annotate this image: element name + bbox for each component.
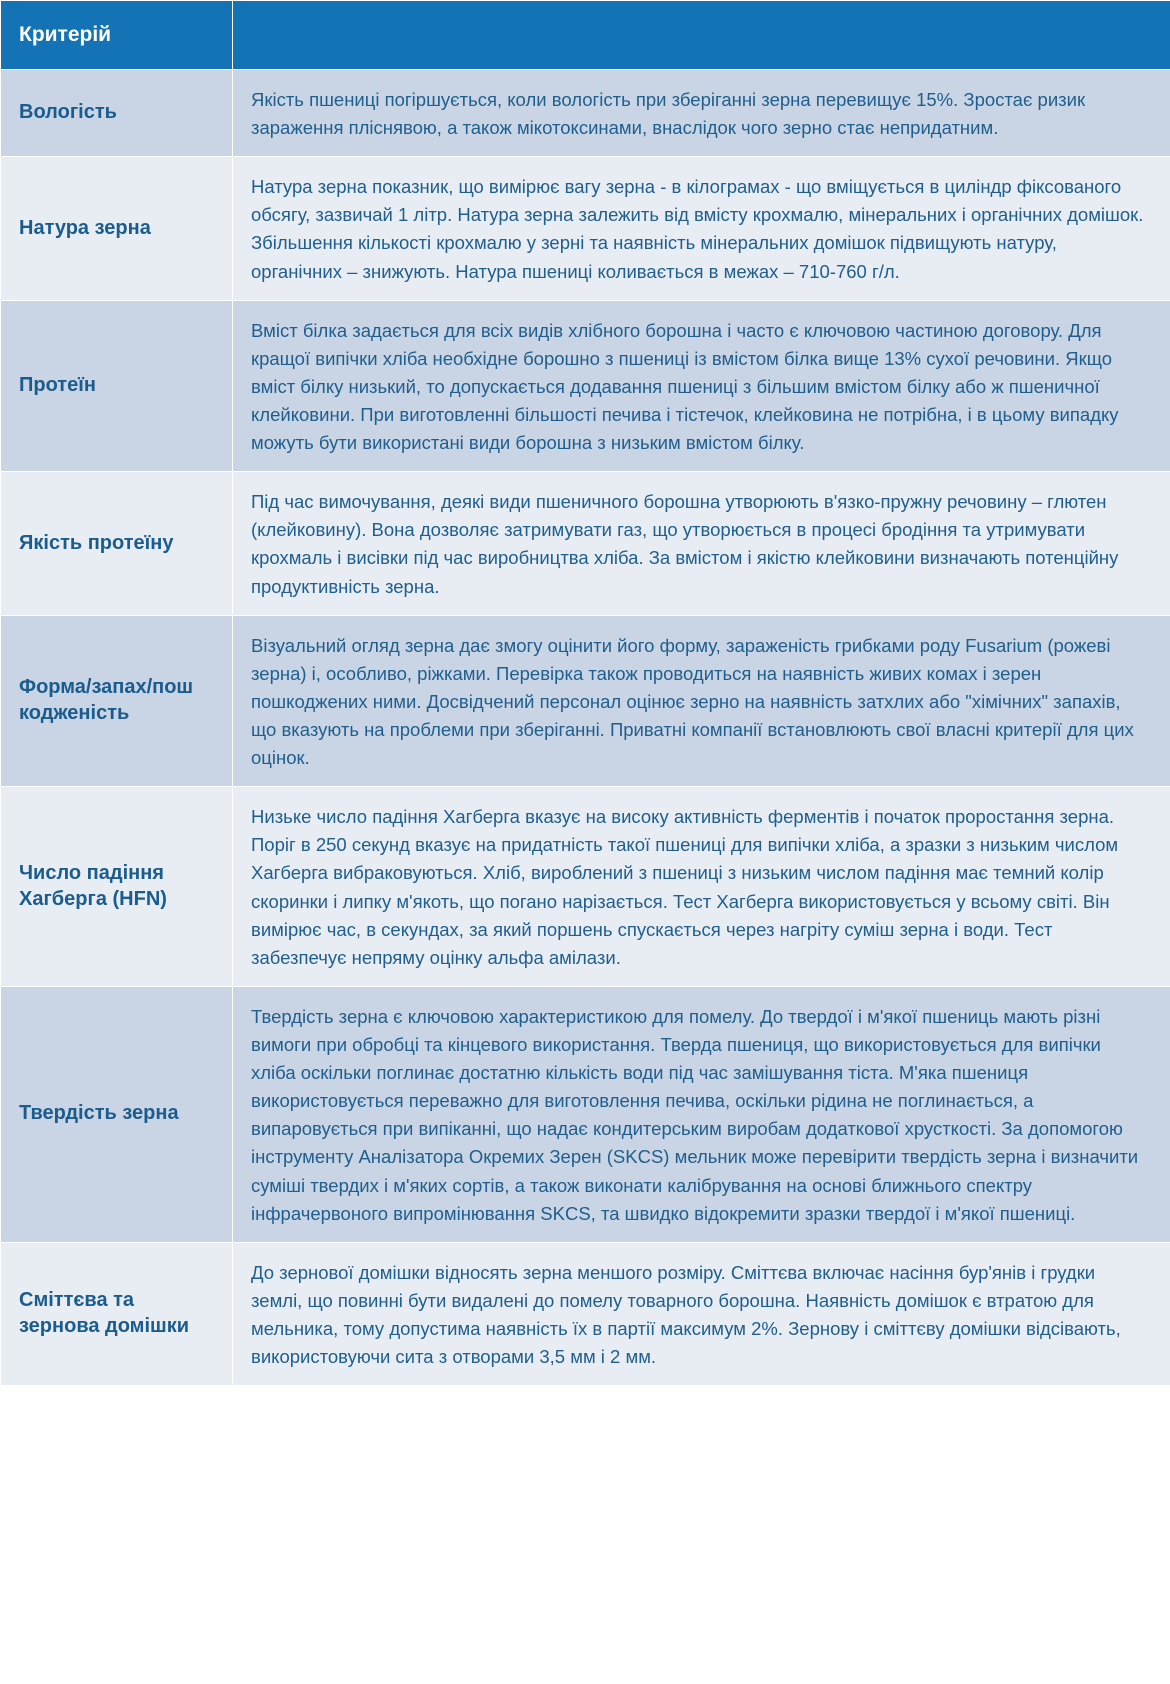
- table-header: [1, 1, 1170, 70]
- table-row: [1, 472, 1170, 615]
- table-row: [1, 1242, 1170, 1385]
- table-body: [1, 70, 1170, 1386]
- column-header-description: [233, 1, 1170, 70]
- row-description-text: Під час вимочування, деякі види пшеничного борошна утворюють в'язко-пружну речовину – глютен (клейковину). Вона дозволяє затримувати газ, що утворюється в процесі бродіння та утримувати крохмаль і висівки під час виробництва хліба. За вмістом і якістю клейковини визначають потенційну продуктивність зерна.: [233, 472, 1170, 615]
- row-description-text: Твердість зерна є ключовою характеристикою для помелу. До твердої і м'якої пшениць мають різні вимоги при обробці та кінцевого використання. Тверда пшениця, що використовується для випічки хліба оскільки поглинає достатню кількість води під час замішування тіста. М'яка пшениця використовується переважно для виготовлення печива, оскільки рідина не поглинається, а випаровується при випіканні, що надає кондитерським виробам додаткової хрусткості. За допомогою інструменту Аналізатора Окремих Зерен (SKCS) мельник може перевірити твердість зерна і визначити суміші твердих і м'яких сортів, а також виконати калібрування на основі ближнього спектру інфрачервоного випромінювання SKCS, та швидко відокремити зразки твердої і м'якої пшениці.: [233, 986, 1170, 1242]
- table-row: [1, 787, 1170, 987]
- column-header-criterion: Критерій: [1, 1, 233, 70]
- row-criterion-label: Вологість: [1, 70, 233, 157]
- row-description-text: Візуальний огляд зерна дає змогу оцінити його форму, зараженість грибками роду Fusarium (рожеві зерна) і, особливо, ріжками. Перевірка також проводиться на наявність живих комах і зерен пошкоджених ними. Досвідчений персонал оцінює зерно на наявність затхлих або "хімічних" запахів, що вказують на проблеми при зберіганні. Приватні компанії встановлюють свої власні критерії для цих оцінок.: [233, 615, 1170, 787]
- row-criterion-label: Натура зерна: [1, 157, 233, 300]
- row-criterion-label: Протеїн: [1, 300, 233, 472]
- row-description-text: Низьке число падіння Хагберга вказує на високу активність ферментів і початок проростання зерна. Поріг в 250 секунд вказує на придатність такої пшениці для випічки хліба, а зразки з низьким числом Хагберга вибраковуються. Хліб, вироблений з пшениці з низьким числом падіння має темний колір скоринки і липку м'якоть, що погано нарізається. Тест Хагберга використовується у всьому світі. Він вимірює час, в секундах, за який поршень спускається через нагріту суміш зерна і води. Тест забезпечує непряму оцінку альфа амілази.: [233, 787, 1170, 987]
- row-criterion-label: Сміттєва та зернова домішки: [1, 1242, 233, 1385]
- row-description-text: Натура зерна показник, що вимірює вагу зерна - в кілограмах - що вміщується в циліндр фіксованого обсягу, зазвичай 1 літр. Натура зерна залежить від вмісту крохмалю, мінеральних і органічних домішок. Збільшення кількості крохмалю у зерні та наявність мінеральних домішок підвищують натуру, органічних – знижують. Натура пшениці коливається в межах – 710-760 г/л.: [233, 157, 1170, 300]
- table-row: [1, 157, 1170, 300]
- row-criterion-label: Форма/запах/пош кодженість: [1, 615, 233, 787]
- table-row: [1, 70, 1170, 157]
- table-row: [1, 986, 1170, 1242]
- row-description-text: Вміст білка задається для всіх видів хлібного борошна і часто є ключовою частиною договору. Для кращої випічки хліба необхідне борошно з пшениці із вмістом білка вище 13% сухої речовини. Якщо вміст білку низький, то допускається додавання пшениці з більшим вмістом білку або ж пшеничної клейковини. При виготовленні більшості печива і тістечок, клейковина не потрібна, і в цьому випадку можуть бути використані види борошна з низьким вмістом білку.: [233, 300, 1170, 472]
- row-criterion-label: Твердість зерна: [1, 986, 233, 1242]
- table-row: [1, 300, 1170, 472]
- row-criterion-label: Якість протеїну: [1, 472, 233, 615]
- table-header-row: [1, 1, 1170, 70]
- table-row: [1, 615, 1170, 787]
- row-description-text: До зернової домішки відносять зерна меншого розміру. Сміттєва включає насіння бур'янів і грудки землі, що повинні бути видалені до помелу товарного борошна. Наявність домішок є втратою для мельника, тому допустима наявність їх в партії максимум 2%. Зернову і сміттєву домішки відсівають, використовуючи сита з отворами 3,5 мм і 2 мм.: [233, 1242, 1170, 1385]
- row-description-text: Якість пшениці погіршується, коли вологість при зберіганні зерна перевищує 15%. Зростає ризик зараження пліснявою, а також мікотоксинами, внаслідок чого зерно стає непридатним.: [233, 70, 1170, 157]
- row-criterion-label: Число падіння Хагберга (HFN): [1, 787, 233, 987]
